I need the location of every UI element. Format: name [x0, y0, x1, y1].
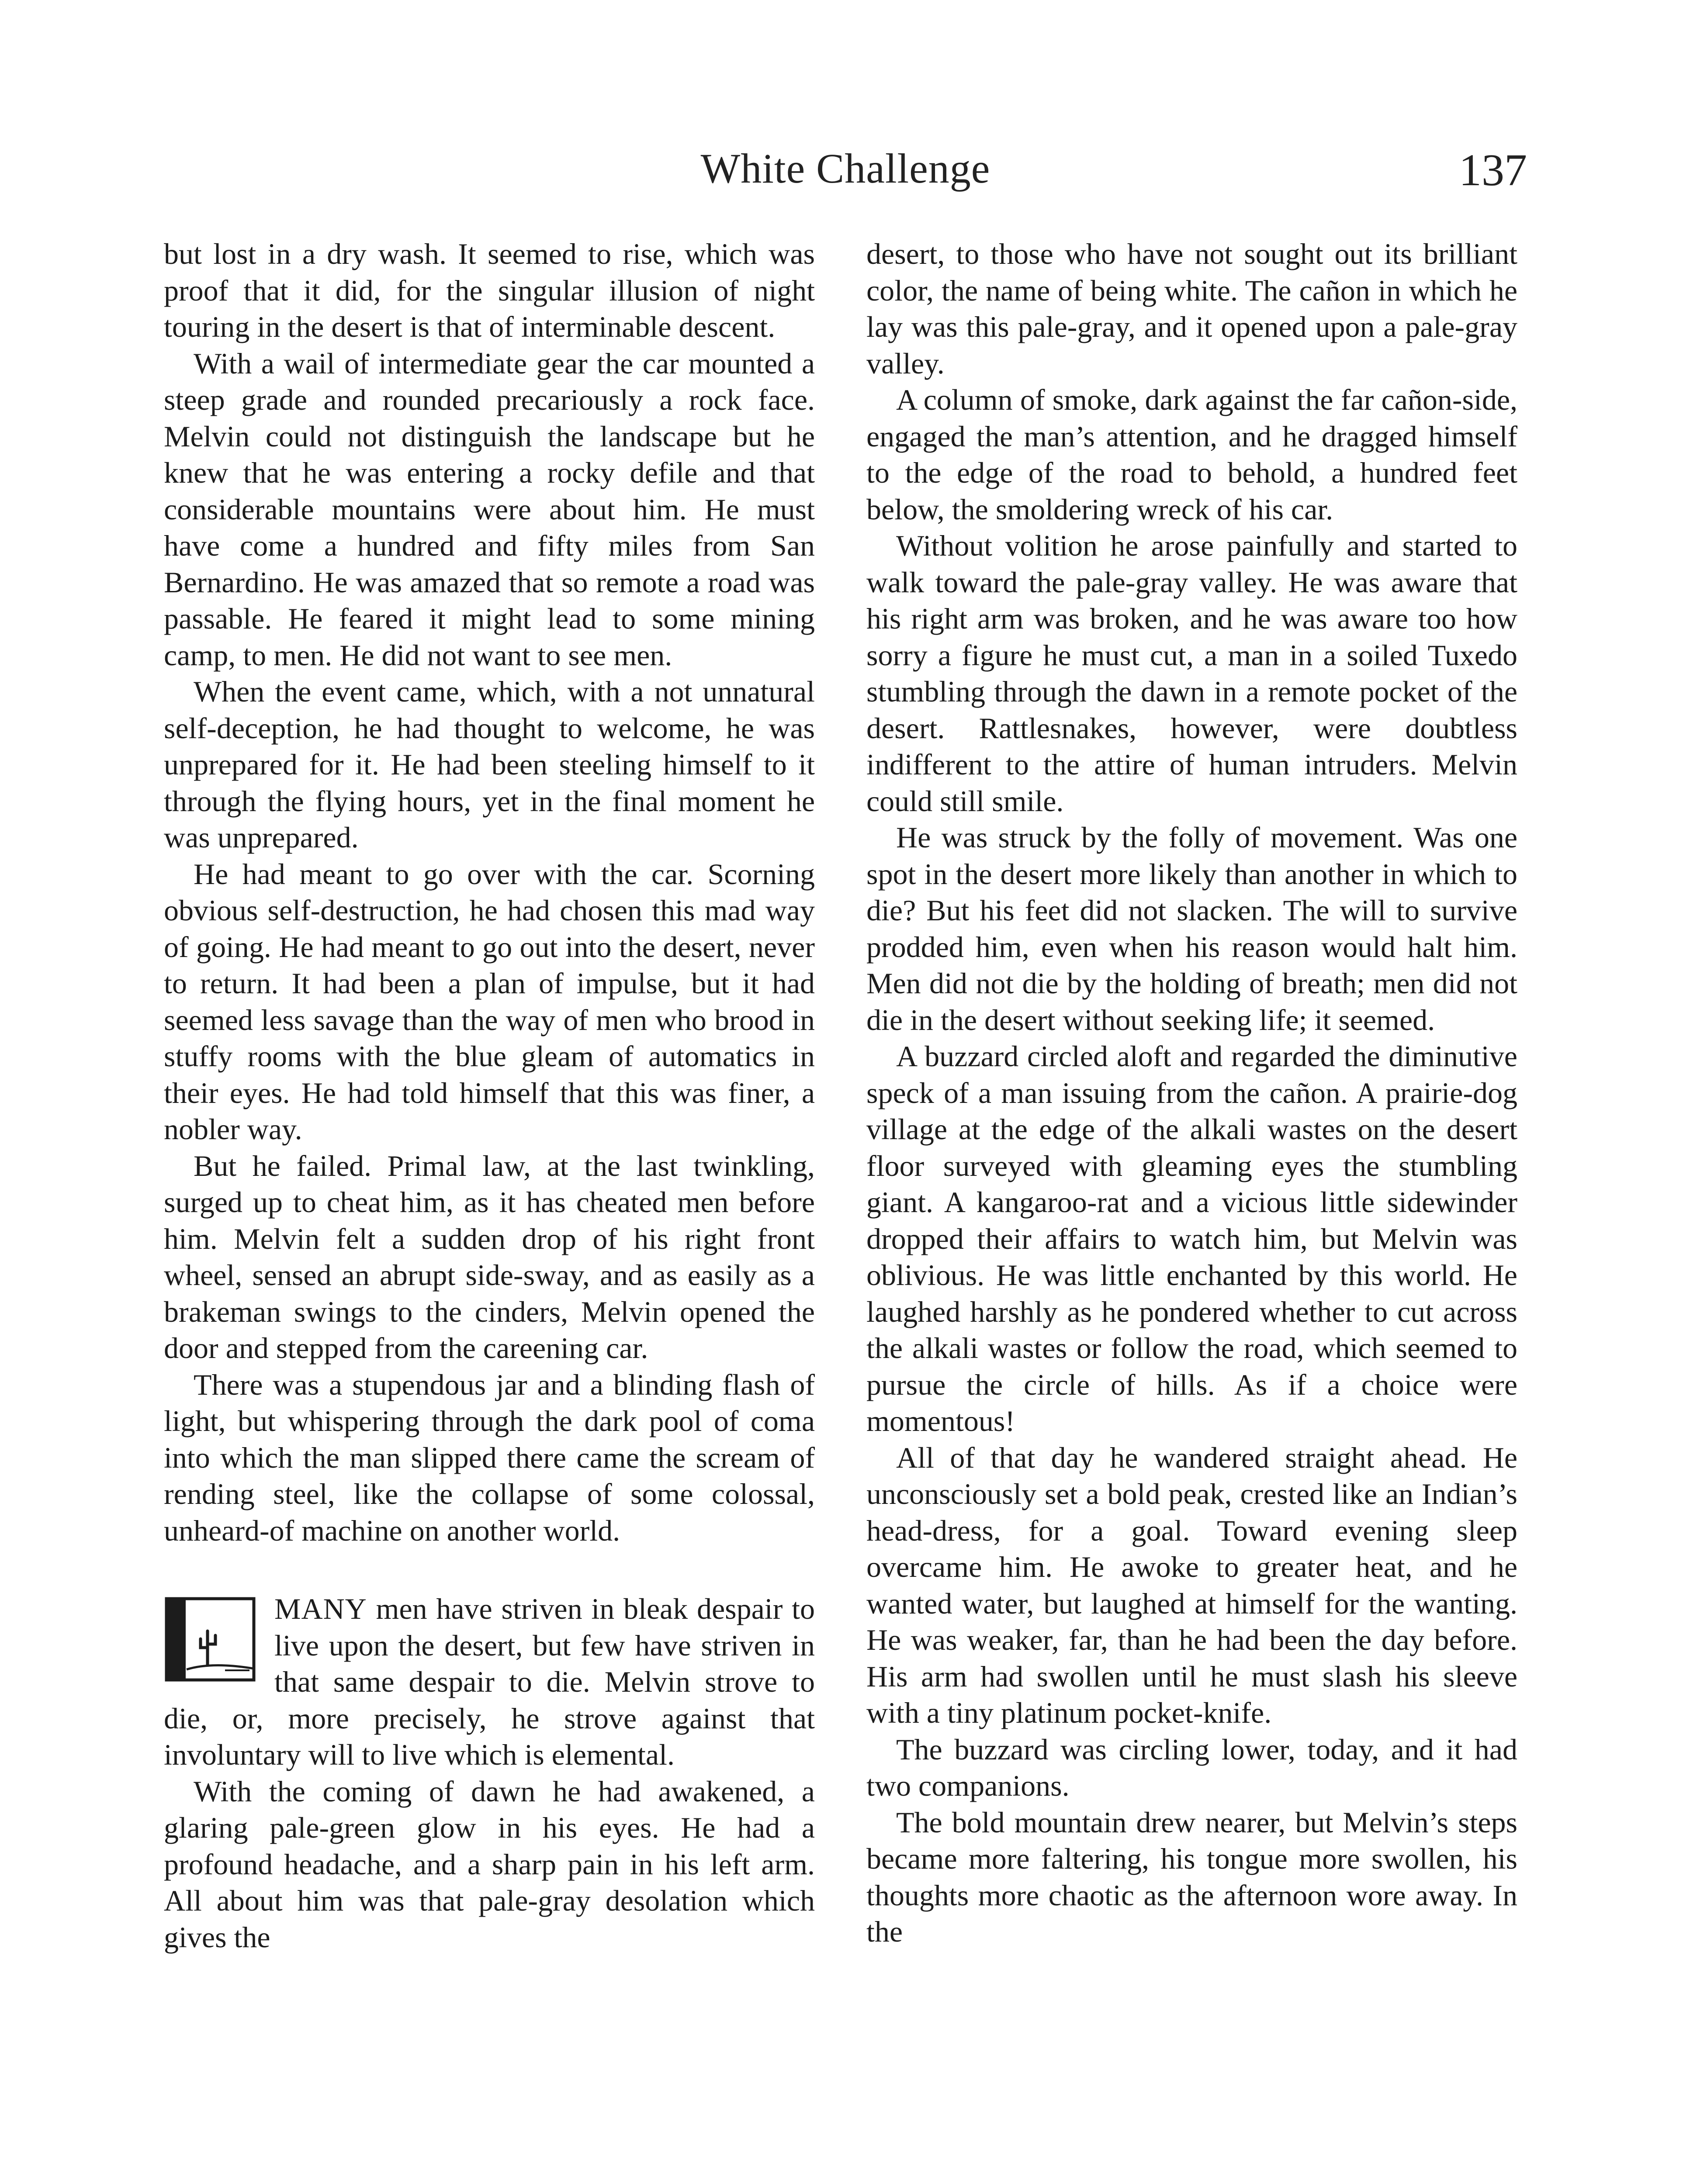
paragraph: When the event came, which, with a not unnatural self-deception, he had thought to welcome, he was unprepared for it. He had been steeling himself to it through the flying hours, yet in the final moment he was unprepared. — [164, 675, 815, 854]
paragraph: All of that day he wandered straight ahead. He unconsciously set a bold peak, crested like an Indian’s head-dress, for a goal. Toward evening sleep overcame him. He awoke to greater heat, and he wanted water, but laughed at himself for the wanting. He was weaker, far, than he had been the day before. His arm had swollen until he must slash his sleeve with a tiny platinum pocket-knife. — [866, 1441, 1517, 1729]
section-paragraph-text: men have striven in bleak despair to live upon the desert, but few have striven in that same despair to die. Melvin strove to die, or, more precisely, he strove against that involuntary will to live which is elemental. — [164, 1592, 815, 1771]
paragraph: but lost in a dry wash. It seemed to rise, which was proof that it did, for the singular illusion of night touring in the desert is that of interminable descent. — [164, 237, 815, 343]
paragraph: He had meant to go over with the car. Scorning obvious self-destruction, he had chosen this mad way of going. He had meant to go out into the desert, never to return. It had been a plan of impulse, but it had seemed less savage than the way of men who brood in stuffy rooms with the blue gleam of automatics in their eyes. He had told himself that this was finer, a nobler way. — [164, 857, 815, 1146]
cactus-ornament-icon — [164, 1596, 258, 1683]
paragraph: A column of smoke, dark against the far cañon-side, engaged the man’s attention, and he dragged himself to the edge of the road to behold, a hundred feet below, the smoldering wreck of his car. — [866, 383, 1517, 526]
section-lead-word: MANY — [274, 1592, 367, 1625]
paragraph: With the coming of dawn he had awakened, a glaring pale-green glow in his eyes. He had a profound headache, and a sharp pain in his left arm. All about him was that pale-gray desolation which gives the — [164, 1774, 815, 1954]
paragraph: desert, to those who have not sought out its brilliant color, the name of being white. The cañon in which he lay was this pale-gray, and it opened upon a pale-gray valley. — [866, 237, 1517, 380]
running-title: White Challenge — [700, 145, 990, 192]
page-header — [164, 144, 1527, 205]
paragraph: There was a stupendous jar and a blinding flash of light, but whispering through the dark pool of coma into which the man slipped there came the scream of rending steel, like the collapse of some colossal, unheard-of machine on another world. — [164, 1368, 815, 1547]
paragraph: The bold mountain drew nearer, but Melvin’s steps became more faltering, his tongue more swollen, his thoughts more chaotic as the afternoon wore away. In the — [866, 1805, 1517, 1948]
left-column — [164, 236, 815, 1956]
page-number: 137 — [1459, 145, 1527, 195]
paragraph: But he failed. Primal law, at the last twinkling, surged up to cheat him, as it has cheated men before him. Melvin felt a sudden drop of his right front wheel, sensed an abrupt side-sway, and as easily as a brakeman swings to the cinders, Melvin opened the door and stepped from the careening car. — [164, 1149, 815, 1365]
paragraph: He was struck by the folly of movement. Was one spot in the desert more likely than another in which to die? But his feet did not slacken. The will to survive prodded him, even when his reason would halt him. Men did not die by the holding of breath; men did not die in the desert without seeking life; it seemed. — [866, 821, 1517, 1037]
paragraph: A buzzard circled aloft and regarded the diminutive speck of a man issuing from the cañon. A prairie-dog village at the edge of the alkali wastes on the desert floor surveyed with gleaming eyes the stumbling giant. A kangaroo-rat and a vicious little sidewinder dropped their affairs to watch him, but Melvin was oblivious. He was little enchanted by this world. He laughed harshly as he pondered whether to cut across the alkali wastes or follow the road, which seemed to pursue the circle of hills. As if a choice were momentous! — [866, 1040, 1517, 1438]
paragraph: The buzzard was circling lower, today, and it had two companions. — [866, 1732, 1517, 1802]
section-opening-paragraph — [164, 1591, 815, 1773]
right-column — [866, 236, 1517, 1950]
paragraph: Without volition he arose painfully and started to walk toward the pale-gray valley. He was aware that his right arm was broken, and he was aware too how sorry a figure he must cut, a man in a soiled Tuxedo stumbling through the dawn in a remote pocket of the desert. Rattlesnakes, however, were doubtless indifferent to the attire of human intruders. Melvin could still smile. — [866, 529, 1517, 818]
paragraph: With a wail of intermediate gear the car mounted a steep grade and rounded precariously a rock face. Melvin could not distinguish the landscape but he knew that he was entering a rocky defile and that considerable mountains were about him. He must have come a hundred and fifty miles from San Bernardino. He was amazed that so remote a road was passable. He feared it might lead to some mining camp, to men. He did not want to see men. — [164, 346, 815, 672]
